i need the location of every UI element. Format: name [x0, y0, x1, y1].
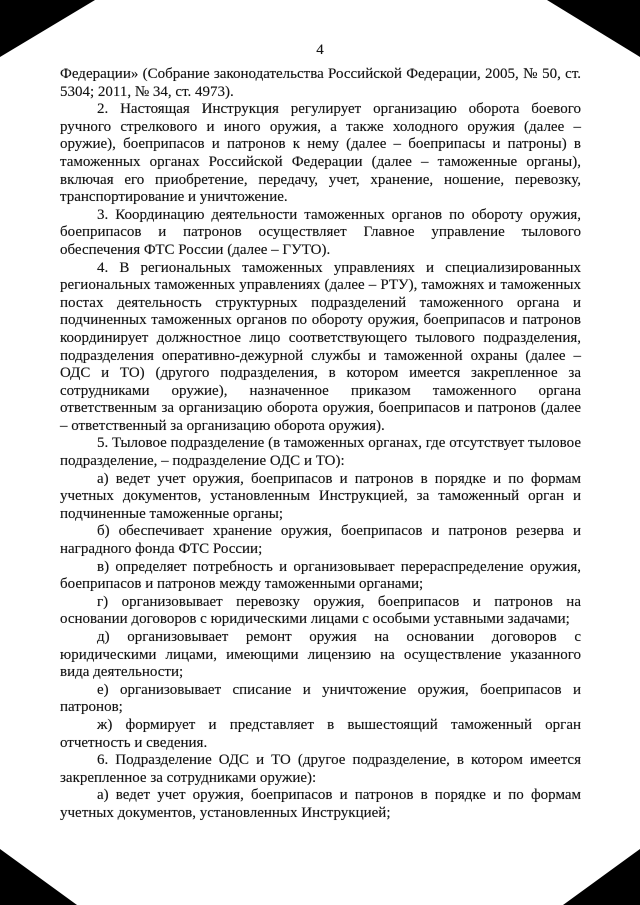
paragraph: а) ведет учет оружия, боеприпасов и патронов в порядке и по формам учетных документов, установленных Инструкцией; — [60, 787, 581, 821]
paragraph: 6. Подразделение ОДС и ТО (другое подразделение, в котором имеется закрепленное за сотрудниками оружие): — [60, 752, 581, 786]
paragraph: ж) формирует и представляет в вышестоящий таможенный орган отчетность и сведения. — [60, 716, 581, 751]
paragraph: в) определяет потребность и организовывает перераспределение оружия, боеприпасов и патронов между таможенными органами; — [60, 558, 581, 593]
scan-corner-artifact-bottom-right — [563, 849, 640, 905]
paragraph: 4. В региональных таможенных управлениях и специализированных региональных таможенных управлениях (далее – РТУ), таможнях и таможенных постах деятельность структурных подразделений таможенного органа и подчиненных таможенных органов по обороту оружия, боеприпасов и патронов координирует должностное лицо соответствующего тылового подразделения, подразделения оперативно-дежурной службы и таможенной охраны (далее – ОДС и ТО) (другого подразделения, в котором имеется закрепленное за сотрудниками оружие), назначенное приказом таможенного органа ответственным за организацию оборота оружия, боеприпасов и патронов (далее – ответственный за организацию оборота оружия). — [60, 259, 581, 434]
paragraph: д) организовывает ремонт оружия на основании договоров с юридическими лицами, имеющими лицензию на осуществление указанного вида деятельности; — [60, 629, 581, 681]
paragraph: а) ведет учет оружия, боеприпасов и патронов в порядке и по формам учетных документов, установленным Инструкцией, за таможенный орган и подчиненные таможенные органы; — [60, 470, 581, 522]
paragraph: 3. Координацию деятельности таможенных органов по обороту оружия, боеприпасов и патронов осуществляет Главное управление тылового обеспечения ФТС России (далее – ГУТО). — [60, 206, 581, 258]
paragraph: 5. Тыловое подразделение (в таможенных органах, где отсутствует тыловое подразделение, – подразделение ОДС и ТО): — [60, 435, 581, 470]
paragraph: 2. Настоящая Инструкция регулирует организацию оборота боевого ручного стрелкового и иного оружия, а также холодного оружия (далее – оружие), боеприпасов и патронов к нему (далее – боеприпасы и патроны) в таможенных органах Российской Федерации (далее – таможенные органы), включая его приобретение, передачу, учет, хранение, ношение, перевозку, транспортирование и уничтожение. — [60, 101, 581, 206]
page-number: 4 — [316, 42, 324, 58]
paragraph: е) организовывает списание и уничтожение оружия, боеприпасов и патронов; — [60, 681, 581, 716]
paragraph: г) организовывает перевозку оружия, боеприпасов и патронов на основании договоров с юридическими лицами с особыми уставными задачами; — [60, 593, 581, 628]
paragraph: Федерации» (Собрание законодательства Российской Федерации, 2005, № 50, ст. 5304; 2011, № 34, ст. 4973). — [60, 66, 581, 100]
document-body — [60, 66, 581, 823]
paragraph: б) обеспечивает хранение оружия, боеприпасов и патронов резерва и наградного фонда ФТС России; — [60, 523, 581, 558]
scan-corner-artifact-bottom-left — [0, 849, 77, 905]
